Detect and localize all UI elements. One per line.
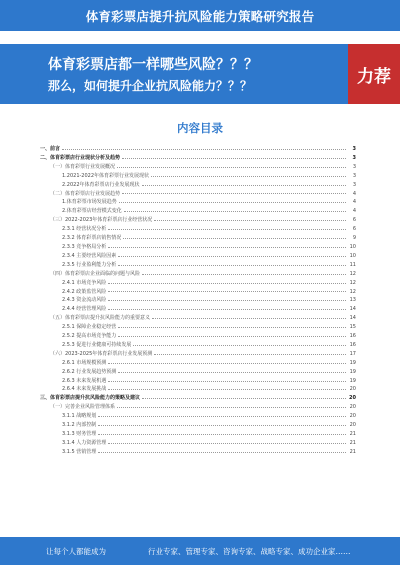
hero-question-risks: 体育彩票店都一样哪些风险？？？ xyxy=(48,57,258,73)
toc-entry-page: 6 xyxy=(352,226,356,233)
toc-dot-leader xyxy=(133,345,346,346)
toc-entry-page: 3 xyxy=(352,154,356,161)
toc-dot-leader xyxy=(118,372,346,373)
toc-entry[interactable] xyxy=(40,377,356,386)
toc-heading: 内容目录 xyxy=(177,121,223,135)
footer-slogan: 让每个人都能成为 xyxy=(46,546,106,556)
toc-entry-title: （四）体育彩票店企业面临的问题与风险 xyxy=(50,270,141,277)
toc-dot-leader xyxy=(142,274,346,275)
toc-entry-page: 19 xyxy=(349,368,356,375)
toc-entry[interactable] xyxy=(40,181,356,190)
toc-entry-title: 2.5.1 保障企业稳定经营 xyxy=(62,324,117,331)
toc-dot-leader xyxy=(98,452,346,453)
toc-entry-page: 19 xyxy=(349,359,356,366)
toc-entry-page: 14 xyxy=(349,306,356,313)
toc-entry[interactable] xyxy=(40,323,356,332)
toc-dot-leader xyxy=(118,327,346,328)
toc-entry-page: 12 xyxy=(349,279,356,286)
toc-entry-page: 20 xyxy=(349,413,356,420)
toc-entry-page: 3 xyxy=(352,172,356,179)
toc-entry[interactable] xyxy=(40,341,356,350)
toc-dot-leader xyxy=(108,443,346,444)
toc-entry[interactable] xyxy=(40,359,356,368)
toc-entry[interactable] xyxy=(40,198,356,207)
toc-entry-title: 2.体育彩票店经营模式变化 xyxy=(62,208,122,215)
toc-entry-title: 2.3.2 体育彩票店销售情况 xyxy=(62,235,122,242)
toc-entry-page: 4 xyxy=(352,199,356,206)
toc-entry[interactable] xyxy=(40,216,356,225)
toc-entry[interactable] xyxy=(40,430,356,439)
toc-dot-leader xyxy=(98,425,346,426)
toc-entry-page: 3 xyxy=(352,181,356,188)
toc-entry-title: 2.4.2 政策监管风险 xyxy=(62,288,107,295)
toc-entry[interactable] xyxy=(40,448,356,457)
toc-dot-leader xyxy=(118,265,346,266)
toc-entry[interactable] xyxy=(40,296,356,305)
toc-entry[interactable] xyxy=(40,314,356,323)
toc-entry[interactable] xyxy=(40,145,356,154)
toc-entry-title: 3.1.3 财务管理 xyxy=(62,431,97,437)
toc-entry-page: 19 xyxy=(349,377,356,384)
toc-entry-title: （二）体育彩票店行业发展趋势 xyxy=(50,190,121,197)
report-title: 体育彩票店提升抗风险能力策略研究报告 xyxy=(85,8,315,24)
toc-entry-page: 16 xyxy=(349,341,356,348)
toc-entry-page: 3 xyxy=(352,163,356,170)
toc-dot-leader xyxy=(122,158,346,159)
toc-entry-title: 2.6.3 未来发展机遇 xyxy=(62,377,107,384)
report-header xyxy=(0,0,400,31)
toc-dot-leader xyxy=(117,167,346,168)
toc-entry-page: 3 xyxy=(352,146,356,152)
toc-entry-page: 20 xyxy=(349,422,356,429)
toc-entry-page: 21 xyxy=(349,448,356,455)
toc-entry-title: （三）2022-2023年体育彩票店行业经营状况 xyxy=(50,217,153,224)
toc-entry-title: 三、体育彩票店提升抗风险能力的策略及建议 xyxy=(40,395,141,402)
toc-entry-page: 20 xyxy=(349,404,356,411)
toc-entry[interactable] xyxy=(40,252,356,261)
toc-dot-leader xyxy=(154,354,346,355)
toc-entry[interactable] xyxy=(40,190,356,199)
toc-entry-page: 12 xyxy=(349,288,356,295)
toc-dot-leader xyxy=(124,211,346,212)
toc-entry-page: 17 xyxy=(349,350,356,357)
toc-entry[interactable] xyxy=(40,412,356,421)
toc-dot-leader xyxy=(152,318,346,319)
toc-entry-page: 4 xyxy=(352,208,356,215)
toc-entry-title: 2.6.2 行业发展趋势预测 xyxy=(62,368,117,375)
toc-entry-page: 16 xyxy=(349,333,356,340)
toc-dot-leader xyxy=(98,416,346,417)
toc-entry[interactable] xyxy=(40,350,356,359)
toc-entry-page: 10 xyxy=(349,252,356,259)
toc-entry-title: 2.5.2 提高市场竞争能力 xyxy=(62,333,117,340)
toc-entry-page: 10 xyxy=(349,243,356,250)
toc-dot-leader xyxy=(108,389,346,390)
toc-dot-leader xyxy=(123,238,346,239)
toc-dot-leader xyxy=(108,300,346,301)
toc-dot-leader xyxy=(151,176,346,177)
toc-entry-title: 一、前言 xyxy=(40,146,61,152)
toc-entry-title: 3.1.5 营销管理 xyxy=(62,448,97,455)
toc-entry[interactable] xyxy=(40,261,356,270)
toc-entry-page: 9 xyxy=(352,235,356,242)
toc-dot-leader xyxy=(142,185,347,186)
toc-entry[interactable] xyxy=(40,385,356,394)
toc-entry[interactable] xyxy=(40,207,356,216)
toc-entry-title: 2.6.4 未来发展挑战 xyxy=(62,386,107,393)
toc-entry-title: 3.1.4 人力资源管理 xyxy=(62,439,107,446)
toc-dot-leader xyxy=(108,309,346,310)
recommend-badge xyxy=(348,44,400,104)
toc-entry[interactable] xyxy=(40,234,356,243)
toc-dot-leader xyxy=(108,381,346,382)
toc-entry[interactable] xyxy=(40,243,356,252)
toc-entry[interactable] xyxy=(40,154,356,163)
toc-entry-title: 2.5.3 促进行业健康可持续发展 xyxy=(62,341,132,348)
toc-entry-page: 21 xyxy=(349,431,356,437)
toc-entry[interactable] xyxy=(40,225,356,234)
toc-entry-title: （一）体育彩票行业发展概况 xyxy=(50,163,116,170)
toc-entry-title: （六）2023-2025年体育彩票店行业发展预测 xyxy=(50,350,153,357)
toc-entry-title: 2.2022年体育彩票店行业发展现状 xyxy=(62,181,140,188)
toc-dot-leader xyxy=(118,336,346,337)
table-of-contents xyxy=(40,145,356,457)
toc-dot-leader xyxy=(108,291,346,292)
toc-entry-page: 11 xyxy=(349,261,356,268)
toc-dot-leader xyxy=(108,363,346,364)
toc-entry-title: 二、体育彩票店行业现状分析及趋势 xyxy=(40,154,121,161)
hero-question-improve: 那么，如何提升企业抗风险能力？？？ xyxy=(48,79,253,93)
toc-dot-leader xyxy=(117,407,346,408)
toc-entry-title: 2.3.5 行业盈利能力分析 xyxy=(62,261,117,268)
toc-entry-page: 21 xyxy=(349,439,356,446)
toc-entry-page: 6 xyxy=(352,217,356,224)
toc-entry[interactable] xyxy=(40,288,356,297)
toc-entry-title: 3.1.1 战略规划 xyxy=(62,413,97,420)
toc-dot-leader xyxy=(154,220,346,221)
toc-entry-page: 20 xyxy=(349,395,356,402)
toc-entry[interactable] xyxy=(40,394,356,403)
toc-dot-leader xyxy=(122,193,346,194)
toc-dot-leader xyxy=(108,283,346,284)
toc-entry-title: 2.3.3 竞争格局分析 xyxy=(62,243,107,250)
toc-entry-page: 20 xyxy=(349,386,356,393)
toc-entry[interactable] xyxy=(40,305,356,314)
toc-entry-page: 15 xyxy=(349,324,356,331)
toc-dot-leader xyxy=(108,229,346,230)
toc-entry-title: 2.4.4 经营管理风险 xyxy=(62,306,107,313)
toc-dot-leader xyxy=(62,149,346,150)
hero-banner xyxy=(0,44,400,104)
toc-entry-page: 13 xyxy=(349,297,356,304)
toc-entry-page: 4 xyxy=(352,190,356,197)
toc-entry-title: 2.3.4 主要经营风险因素 xyxy=(62,252,117,259)
toc-entry-title: 2.6.1 市场规模预测 xyxy=(62,359,107,366)
toc-entry-title: （五）体育彩票店提升抗风险能力的重要意义 xyxy=(50,315,151,322)
toc-entry-page: 12 xyxy=(349,270,356,277)
toc-entry[interactable] xyxy=(40,332,356,341)
toc-entry-title: 2.4.3 资金流动风险 xyxy=(62,297,107,304)
footer-roles: 行业专家、管理专家、咨询专家、战略专家、成功企业家…… xyxy=(148,546,351,556)
toc-entry[interactable] xyxy=(40,270,356,279)
toc-entry[interactable] xyxy=(40,163,356,172)
recommend-badge-text: 力荐 xyxy=(357,66,391,87)
toc-entry-title: （一）完善企业风险管理体系 xyxy=(50,404,116,411)
toc-entry[interactable] xyxy=(40,421,356,430)
toc-entry-page: 14 xyxy=(349,315,356,322)
toc-dot-leader xyxy=(98,434,346,435)
toc-entry[interactable] xyxy=(40,279,356,288)
toc-entry[interactable] xyxy=(40,439,356,448)
toc-entry-title: 2.3.1 经营状况分析 xyxy=(62,226,107,233)
toc-dot-leader xyxy=(119,202,346,203)
toc-dot-leader xyxy=(142,398,346,399)
toc-dot-leader xyxy=(118,256,346,257)
toc-entry-title: 1.体育彩票市场发展趋势 xyxy=(62,199,117,206)
toc-entry-title: 1.2021-2022年体育彩票行业发展现状 xyxy=(62,172,150,179)
toc-entry-title: 3.1.2 内部控制 xyxy=(62,422,97,429)
toc-entry[interactable] xyxy=(40,172,356,181)
toc-dot-leader xyxy=(108,247,346,248)
toc-entry[interactable] xyxy=(40,368,356,377)
toc-entry-title: 2.4.1 市场竞争风险 xyxy=(62,279,107,286)
toc-entry[interactable] xyxy=(40,403,356,412)
report-footer xyxy=(0,537,400,565)
